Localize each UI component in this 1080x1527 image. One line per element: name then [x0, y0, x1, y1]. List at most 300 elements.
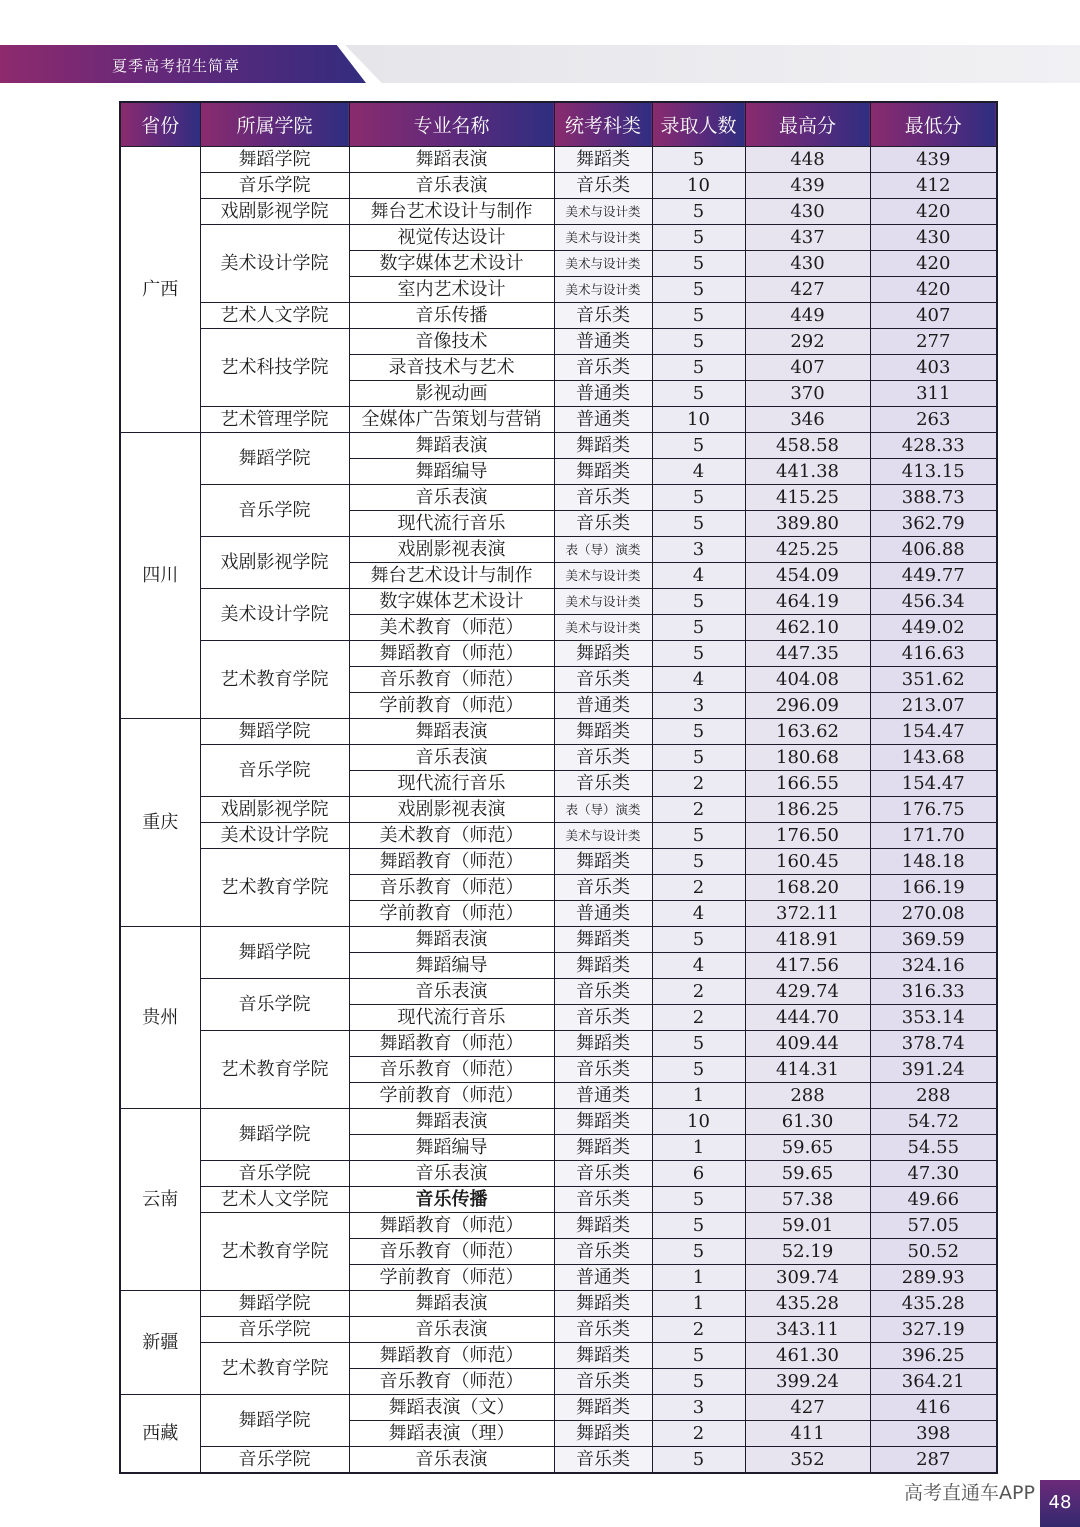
- max-score-cell: 454.09: [745, 563, 870, 589]
- admitted-count-cell: 5: [652, 1447, 745, 1474]
- major-cell: 音乐表演: [349, 1447, 554, 1474]
- admitted-count-cell: 5: [652, 1057, 745, 1083]
- min-score-cell: 154.47: [870, 719, 997, 745]
- major-cell: 音乐表演: [349, 979, 554, 1005]
- min-score-cell: 407: [870, 303, 997, 329]
- max-score-cell: 407: [745, 355, 870, 381]
- major-cell: 音乐表演: [349, 1161, 554, 1187]
- table-body: [120, 147, 997, 1474]
- major-cell: 音乐教育（师范）: [349, 1239, 554, 1265]
- major-cell: 录音技术与艺术: [349, 355, 554, 381]
- min-score-cell: 413.15: [870, 459, 997, 485]
- header-province: 省份: [120, 102, 200, 147]
- header-min-score: 最低分: [870, 102, 997, 147]
- exam-category-cell: 音乐类: [554, 355, 652, 381]
- college-cell: 音乐学院: [200, 485, 349, 537]
- table-row: [120, 641, 997, 667]
- exam-category-cell: 普通类: [554, 329, 652, 355]
- max-score-cell: 292: [745, 329, 870, 355]
- major-cell: 舞台艺术设计与制作: [349, 563, 554, 589]
- max-score-cell: 52.19: [745, 1239, 870, 1265]
- max-score-cell: 425.25: [745, 537, 870, 563]
- admitted-count-cell: 5: [652, 745, 745, 771]
- exam-category-cell: 舞蹈类: [554, 953, 652, 979]
- min-score-cell: 412: [870, 173, 997, 199]
- exam-category-cell: 舞蹈类: [554, 849, 652, 875]
- min-score-cell: 54.55: [870, 1135, 997, 1161]
- max-score-cell: 437: [745, 225, 870, 251]
- min-score-cell: 353.14: [870, 1005, 997, 1031]
- admitted-count-cell: 6: [652, 1161, 745, 1187]
- college-cell: 艺术管理学院: [200, 407, 349, 433]
- admitted-count-cell: 1: [652, 1265, 745, 1291]
- max-score-cell: 429.74: [745, 979, 870, 1005]
- exam-category-cell: 美术与设计类: [554, 615, 652, 641]
- major-cell: 现代流行音乐: [349, 511, 554, 537]
- admitted-count-cell: 3: [652, 693, 745, 719]
- major-cell: 舞蹈编导: [349, 953, 554, 979]
- exam-category-cell: 普通类: [554, 381, 652, 407]
- table-row: [120, 745, 997, 771]
- min-score-cell: 213.07: [870, 693, 997, 719]
- min-score-cell: 369.59: [870, 927, 997, 953]
- exam-category-cell: 音乐类: [554, 875, 652, 901]
- admitted-count-cell: 1: [652, 1135, 745, 1161]
- exam-category-cell: 普通类: [554, 693, 652, 719]
- max-score-cell: 399.24: [745, 1369, 870, 1395]
- admitted-count-cell: 2: [652, 875, 745, 901]
- admitted-count-cell: 2: [652, 1317, 745, 1343]
- min-score-cell: 288: [870, 1083, 997, 1109]
- admitted-count-cell: 2: [652, 797, 745, 823]
- college-cell: 艺术科技学院: [200, 329, 349, 407]
- admitted-count-cell: 10: [652, 1109, 745, 1135]
- table-row: [120, 1395, 997, 1421]
- max-score-cell: 343.11: [745, 1317, 870, 1343]
- min-score-cell: 398: [870, 1421, 997, 1447]
- major-cell: 音乐传播: [349, 1187, 554, 1213]
- exam-category-cell: 舞蹈类: [554, 1343, 652, 1369]
- province-cell: 西藏: [120, 1395, 200, 1474]
- max-score-cell: 427: [745, 277, 870, 303]
- admitted-count-cell: 5: [652, 277, 745, 303]
- admissions-table: [119, 101, 998, 1474]
- college-cell: 艺术教育学院: [200, 1031, 349, 1109]
- college-cell: 艺术人文学院: [200, 1187, 349, 1213]
- max-score-cell: 441.38: [745, 459, 870, 485]
- table-row: [120, 849, 997, 875]
- min-score-cell: 456.34: [870, 589, 997, 615]
- admitted-count-cell: 5: [652, 1369, 745, 1395]
- college-cell: 舞蹈学院: [200, 1395, 349, 1447]
- exam-category-cell: 普通类: [554, 1083, 652, 1109]
- exam-category-cell: 普通类: [554, 1265, 652, 1291]
- admitted-count-cell: 5: [652, 1031, 745, 1057]
- college-cell: 音乐学院: [200, 1161, 349, 1187]
- exam-category-cell: 舞蹈类: [554, 433, 652, 459]
- header-banner-light: [345, 45, 1080, 83]
- max-score-cell: 372.11: [745, 901, 870, 927]
- page-number: 48: [1048, 1492, 1072, 1513]
- major-cell: 音乐教育（师范）: [349, 875, 554, 901]
- max-score-cell: 309.74: [745, 1265, 870, 1291]
- major-cell: 舞蹈表演: [349, 719, 554, 745]
- max-score-cell: 59.01: [745, 1213, 870, 1239]
- exam-category-cell: 音乐类: [554, 1239, 652, 1265]
- max-score-cell: 160.45: [745, 849, 870, 875]
- admitted-count-cell: 4: [652, 459, 745, 485]
- admitted-count-cell: 4: [652, 953, 745, 979]
- admitted-count-cell: 5: [652, 147, 745, 173]
- admitted-count-cell: 5: [652, 511, 745, 537]
- table-row: [120, 1031, 997, 1057]
- exam-category-cell: 舞蹈类: [554, 927, 652, 953]
- table-row: [120, 303, 997, 329]
- major-cell: 舞蹈表演: [349, 1109, 554, 1135]
- max-score-cell: 370: [745, 381, 870, 407]
- max-score-cell: 464.19: [745, 589, 870, 615]
- admitted-count-cell: 1: [652, 1083, 745, 1109]
- max-score-cell: 414.31: [745, 1057, 870, 1083]
- admitted-count-cell: 5: [652, 1343, 745, 1369]
- admitted-count-cell: 5: [652, 251, 745, 277]
- admitted-count-cell: 5: [652, 719, 745, 745]
- college-cell: 艺术教育学院: [200, 1343, 349, 1395]
- admitted-count-cell: 4: [652, 563, 745, 589]
- table-row: [120, 329, 997, 355]
- max-score-cell: 461.30: [745, 1343, 870, 1369]
- college-cell: 舞蹈学院: [200, 719, 349, 745]
- college-cell: 美术设计学院: [200, 589, 349, 641]
- admitted-count-cell: 5: [652, 433, 745, 459]
- max-score-cell: 163.62: [745, 719, 870, 745]
- max-score-cell: 430: [745, 251, 870, 277]
- college-cell: 舞蹈学院: [200, 927, 349, 979]
- college-cell: 音乐学院: [200, 1317, 349, 1343]
- province-cell: 广西: [120, 147, 200, 433]
- table-row: [120, 797, 997, 823]
- max-score-cell: 296.09: [745, 693, 870, 719]
- major-cell: 音乐教育（师范）: [349, 667, 554, 693]
- table-row: [120, 1213, 997, 1239]
- exam-category-cell: 舞蹈类: [554, 1291, 652, 1317]
- major-cell: 音乐表演: [349, 485, 554, 511]
- min-score-cell: 47.30: [870, 1161, 997, 1187]
- exam-category-cell: 音乐类: [554, 1057, 652, 1083]
- min-score-cell: 143.68: [870, 745, 997, 771]
- major-cell: 舞蹈教育（师范）: [349, 641, 554, 667]
- college-cell: 戏剧影视学院: [200, 537, 349, 589]
- college-cell: 美术设计学院: [200, 823, 349, 849]
- max-score-cell: 418.91: [745, 927, 870, 953]
- major-cell: 舞蹈教育（师范）: [349, 1213, 554, 1239]
- exam-category-cell: 音乐类: [554, 1369, 652, 1395]
- min-score-cell: 428.33: [870, 433, 997, 459]
- exam-category-cell: 音乐类: [554, 485, 652, 511]
- admitted-count-cell: 10: [652, 173, 745, 199]
- admitted-count-cell: 5: [652, 615, 745, 641]
- header-exam-category: 统考科类: [554, 102, 652, 147]
- max-score-cell: 404.08: [745, 667, 870, 693]
- exam-category-cell: 舞蹈类: [554, 459, 652, 485]
- max-score-cell: 430: [745, 199, 870, 225]
- max-score-cell: 176.50: [745, 823, 870, 849]
- major-cell: 舞蹈表演: [349, 927, 554, 953]
- table-row: [120, 433, 997, 459]
- major-cell: 音像技术: [349, 329, 554, 355]
- max-score-cell: 352: [745, 1447, 870, 1474]
- exam-category-cell: 音乐类: [554, 771, 652, 797]
- table-row: [120, 589, 997, 615]
- exam-category-cell: 舞蹈类: [554, 1213, 652, 1239]
- admitted-count-cell: 5: [652, 823, 745, 849]
- province-cell: 贵州: [120, 927, 200, 1109]
- max-score-cell: 180.68: [745, 745, 870, 771]
- table-row: [120, 225, 997, 251]
- admitted-count-cell: 5: [652, 303, 745, 329]
- major-cell: 舞蹈表演（理）: [349, 1421, 554, 1447]
- college-cell: 舞蹈学院: [200, 147, 349, 173]
- exam-category-cell: 表（导）演类: [554, 537, 652, 563]
- major-cell: 音乐传播: [349, 303, 554, 329]
- admitted-count-cell: 2: [652, 1421, 745, 1447]
- exam-category-cell: 美术与设计类: [554, 199, 652, 225]
- max-score-cell: 417.56: [745, 953, 870, 979]
- exam-category-cell: 舞蹈类: [554, 641, 652, 667]
- major-cell: 室内艺术设计: [349, 277, 554, 303]
- province-cell: 重庆: [120, 719, 200, 927]
- exam-category-cell: 音乐类: [554, 745, 652, 771]
- college-cell: 音乐学院: [200, 173, 349, 199]
- admitted-count-cell: 5: [652, 329, 745, 355]
- min-score-cell: 154.47: [870, 771, 997, 797]
- major-cell: 音乐表演: [349, 745, 554, 771]
- exam-category-cell: 表（导）演类: [554, 797, 652, 823]
- table-row: [120, 173, 997, 199]
- admitted-count-cell: 3: [652, 1395, 745, 1421]
- min-score-cell: 391.24: [870, 1057, 997, 1083]
- max-score-cell: 462.10: [745, 615, 870, 641]
- max-score-cell: 439: [745, 173, 870, 199]
- admitted-count-cell: 3: [652, 537, 745, 563]
- min-score-cell: 364.21: [870, 1369, 997, 1395]
- major-cell: 现代流行音乐: [349, 771, 554, 797]
- college-cell: 舞蹈学院: [200, 1109, 349, 1161]
- min-score-cell: 362.79: [870, 511, 997, 537]
- min-score-cell: 388.73: [870, 485, 997, 511]
- min-score-cell: 439: [870, 147, 997, 173]
- admitted-count-cell: 5: [652, 849, 745, 875]
- college-cell: 音乐学院: [200, 745, 349, 797]
- max-score-cell: 168.20: [745, 875, 870, 901]
- table-row: [120, 1187, 997, 1213]
- major-cell: 数字媒体艺术设计: [349, 251, 554, 277]
- major-cell: 音乐教育（师范）: [349, 1057, 554, 1083]
- min-score-cell: 171.70: [870, 823, 997, 849]
- exam-category-cell: 美术与设计类: [554, 277, 652, 303]
- max-score-cell: 61.30: [745, 1109, 870, 1135]
- major-cell: 舞蹈编导: [349, 459, 554, 485]
- min-score-cell: 263: [870, 407, 997, 433]
- major-cell: 音乐表演: [349, 173, 554, 199]
- table-row: [120, 1109, 997, 1135]
- college-cell: 美术设计学院: [200, 225, 349, 303]
- min-score-cell: 57.05: [870, 1213, 997, 1239]
- table-header-row: [120, 102, 997, 147]
- admitted-count-cell: 1: [652, 1291, 745, 1317]
- header-major: 专业名称: [349, 102, 554, 147]
- max-score-cell: 409.44: [745, 1031, 870, 1057]
- header-admitted-count: 录取人数: [652, 102, 745, 147]
- college-cell: 艺术教育学院: [200, 849, 349, 927]
- min-score-cell: 435.28: [870, 1291, 997, 1317]
- major-cell: 舞蹈表演: [349, 433, 554, 459]
- min-score-cell: 416: [870, 1395, 997, 1421]
- major-cell: 学前教育（师范）: [349, 901, 554, 927]
- header-college: 所属学院: [200, 102, 349, 147]
- min-score-cell: 396.25: [870, 1343, 997, 1369]
- admitted-count-cell: 2: [652, 1005, 745, 1031]
- college-cell: 戏剧影视学院: [200, 199, 349, 225]
- major-cell: 视觉传达设计: [349, 225, 554, 251]
- exam-category-cell: 舞蹈类: [554, 1395, 652, 1421]
- max-score-cell: 288: [745, 1083, 870, 1109]
- min-score-cell: 430: [870, 225, 997, 251]
- college-cell: 舞蹈学院: [200, 1291, 349, 1317]
- table-row: [120, 979, 997, 1005]
- major-cell: 舞蹈教育（师范）: [349, 849, 554, 875]
- min-score-cell: 54.72: [870, 1109, 997, 1135]
- min-score-cell: 289.93: [870, 1265, 997, 1291]
- exam-category-cell: 音乐类: [554, 173, 652, 199]
- province-cell: 云南: [120, 1109, 200, 1291]
- page-title: 夏季高考招生简章: [112, 57, 241, 75]
- admitted-count-cell: 5: [652, 355, 745, 381]
- admitted-count-cell: 4: [652, 901, 745, 927]
- max-score-cell: 448: [745, 147, 870, 173]
- header-max-score: 最高分: [745, 102, 870, 147]
- max-score-cell: 166.55: [745, 771, 870, 797]
- major-cell: 全媒体广告策划与营销: [349, 407, 554, 433]
- table-row: [120, 823, 997, 849]
- table-row: [120, 1317, 997, 1343]
- exam-category-cell: 舞蹈类: [554, 719, 652, 745]
- major-cell: 舞蹈表演: [349, 1291, 554, 1317]
- major-cell: 音乐教育（师范）: [349, 1369, 554, 1395]
- major-cell: 学前教育（师范）: [349, 1265, 554, 1291]
- min-score-cell: 166.19: [870, 875, 997, 901]
- table-row: [120, 1291, 997, 1317]
- major-cell: 舞蹈编导: [349, 1135, 554, 1161]
- table-row: [120, 719, 997, 745]
- major-cell: 影视动画: [349, 381, 554, 407]
- exam-category-cell: 美术与设计类: [554, 225, 652, 251]
- major-cell: 戏剧影视表演: [349, 537, 554, 563]
- province-cell: 四川: [120, 433, 200, 719]
- exam-category-cell: 美术与设计类: [554, 563, 652, 589]
- min-score-cell: 327.19: [870, 1317, 997, 1343]
- table-row: [120, 485, 997, 511]
- exam-category-cell: 音乐类: [554, 303, 652, 329]
- admitted-count-cell: 5: [652, 199, 745, 225]
- admitted-count-cell: 5: [652, 1213, 745, 1239]
- major-cell: 学前教育（师范）: [349, 1083, 554, 1109]
- exam-category-cell: 美术与设计类: [554, 251, 652, 277]
- min-score-cell: 420: [870, 251, 997, 277]
- major-cell: 舞台艺术设计与制作: [349, 199, 554, 225]
- exam-category-cell: 舞蹈类: [554, 147, 652, 173]
- major-cell: 美术教育（师范）: [349, 615, 554, 641]
- exam-category-cell: 音乐类: [554, 667, 652, 693]
- major-cell: 现代流行音乐: [349, 1005, 554, 1031]
- max-score-cell: 186.25: [745, 797, 870, 823]
- max-score-cell: 59.65: [745, 1135, 870, 1161]
- max-score-cell: 411: [745, 1421, 870, 1447]
- max-score-cell: 59.65: [745, 1161, 870, 1187]
- exam-category-cell: 舞蹈类: [554, 1109, 652, 1135]
- min-score-cell: 277: [870, 329, 997, 355]
- min-score-cell: 406.88: [870, 537, 997, 563]
- footer-brand: 高考直通车APP: [904, 1482, 1035, 1504]
- major-cell: 舞蹈教育（师范）: [349, 1031, 554, 1057]
- exam-category-cell: 美术与设计类: [554, 823, 652, 849]
- major-cell: 舞蹈教育（师范）: [349, 1343, 554, 1369]
- exam-category-cell: 音乐类: [554, 1161, 652, 1187]
- admitted-count-cell: 10: [652, 407, 745, 433]
- major-cell: 舞蹈表演（文）: [349, 1395, 554, 1421]
- major-cell: 数字媒体艺术设计: [349, 589, 554, 615]
- exam-category-cell: 音乐类: [554, 1187, 652, 1213]
- min-score-cell: 378.74: [870, 1031, 997, 1057]
- max-score-cell: 57.38: [745, 1187, 870, 1213]
- college-cell: 音乐学院: [200, 979, 349, 1031]
- admitted-count-cell: 2: [652, 979, 745, 1005]
- min-score-cell: 148.18: [870, 849, 997, 875]
- max-score-cell: 427: [745, 1395, 870, 1421]
- admitted-count-cell: 5: [652, 485, 745, 511]
- college-cell: 音乐学院: [200, 1447, 349, 1474]
- table-row: [120, 1161, 997, 1187]
- min-score-cell: 416.63: [870, 641, 997, 667]
- max-score-cell: 449: [745, 303, 870, 329]
- admitted-count-cell: 5: [652, 225, 745, 251]
- exam-category-cell: 音乐类: [554, 511, 652, 537]
- exam-category-cell: 普通类: [554, 901, 652, 927]
- min-score-cell: 351.62: [870, 667, 997, 693]
- exam-category-cell: 音乐类: [554, 1447, 652, 1474]
- exam-category-cell: 舞蹈类: [554, 1421, 652, 1447]
- min-score-cell: 420: [870, 277, 997, 303]
- major-cell: 舞蹈表演: [349, 147, 554, 173]
- major-cell: 戏剧影视表演: [349, 797, 554, 823]
- max-score-cell: 447.35: [745, 641, 870, 667]
- admitted-count-cell: 4: [652, 667, 745, 693]
- admitted-count-cell: 5: [652, 589, 745, 615]
- min-score-cell: 403: [870, 355, 997, 381]
- table-row: [120, 927, 997, 953]
- major-cell: 音乐表演: [349, 1317, 554, 1343]
- college-cell: 艺术教育学院: [200, 1213, 349, 1291]
- admitted-count-cell: 5: [652, 641, 745, 667]
- admitted-count-cell: 5: [652, 927, 745, 953]
- table-row: [120, 407, 997, 433]
- exam-category-cell: 音乐类: [554, 1005, 652, 1031]
- min-score-cell: 449.02: [870, 615, 997, 641]
- exam-category-cell: 普通类: [554, 407, 652, 433]
- min-score-cell: 420: [870, 199, 997, 225]
- major-cell: 学前教育（师范）: [349, 693, 554, 719]
- table-row: [120, 147, 997, 173]
